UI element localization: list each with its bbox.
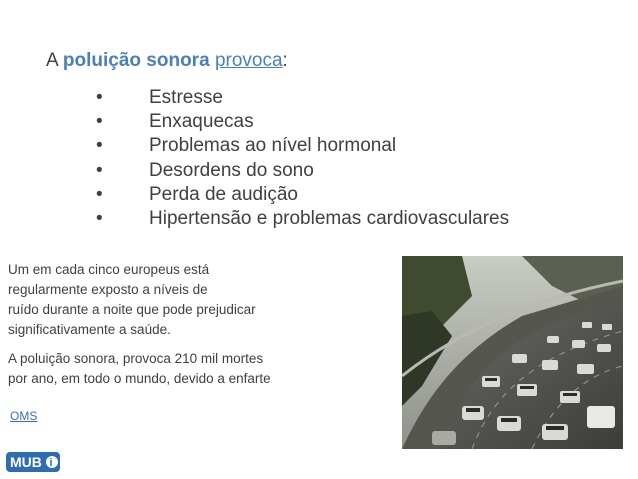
traffic-jam-photo-graphic xyxy=(402,256,623,449)
bullet-dot: • xyxy=(96,135,103,157)
list-item-text: Enxaquecas xyxy=(149,111,254,133)
list-item-text: Problemas ao nível hormonal xyxy=(149,135,397,157)
europe-noise-paragraph xyxy=(8,260,338,340)
title-highlight: poluição sonora xyxy=(62,50,210,71)
bullet-dot: • xyxy=(96,111,103,133)
traffic-jam-photo xyxy=(402,256,623,449)
title-prefix: A xyxy=(46,50,63,71)
bullet-dot: • xyxy=(96,207,103,229)
paragraph-line: regularmente exposto a níveis de xyxy=(8,282,208,297)
bullet-dot: • xyxy=(96,159,103,181)
paragraph-line: significativamente a saúde. xyxy=(8,322,171,337)
deaths-paragraph xyxy=(8,349,348,389)
mubi-logo xyxy=(6,452,60,472)
logo-text: MUB xyxy=(10,454,42,470)
paragraph-line: por ano, em todo o mundo, devido a enfarte xyxy=(8,371,271,386)
mubi-logo-graphic xyxy=(6,452,60,472)
list-item-text: Perda de audição xyxy=(149,183,298,205)
list-item-text: Desordens do sono xyxy=(149,159,314,181)
bullet-dot: • xyxy=(96,183,103,205)
list-item-text: Estresse xyxy=(149,87,223,108)
source-link[interactable]: OMS xyxy=(10,409,38,423)
paragraph-line: ruído durante a noite que pode prejudicar xyxy=(8,302,256,317)
title-link[interactable]: provoca xyxy=(214,50,283,71)
slide-title xyxy=(46,50,288,72)
paragraph-line: Um em cada cinco europeus está xyxy=(8,262,210,277)
paragraph-line: A poluição sonora, provoca 210 mil mortes xyxy=(8,351,264,366)
title-suffix: : xyxy=(282,50,288,71)
bullet-dot: • xyxy=(96,87,103,108)
list-item-text: Hipertensão e problemas cardiovasculares xyxy=(149,207,510,229)
logo-suffix: i xyxy=(49,457,53,469)
